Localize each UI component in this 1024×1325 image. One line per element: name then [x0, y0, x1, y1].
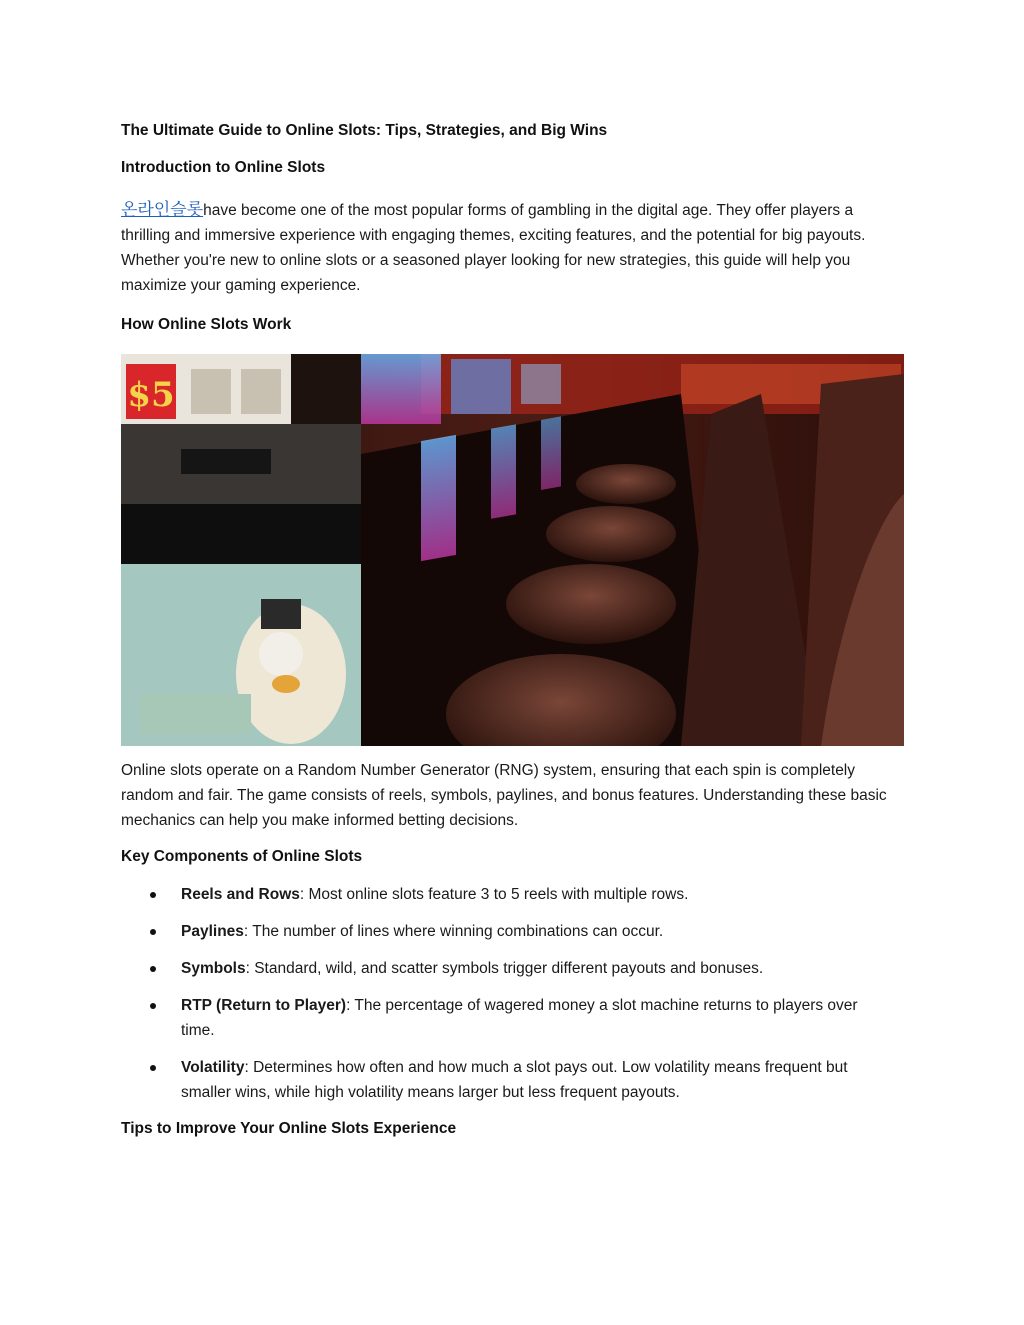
intro-text: have become one of the most popular forms of gambling in the digital age. They offer players a thrilling and immersive experience with engaging themes, exciting features, and the potential for big payouts. Whether you're new to online slots or a seasoned player looking for new strategies, this guide will help you maximize your gaming experience.	[121, 202, 866, 294]
key-components-heading: Key Components of Online Slots	[121, 848, 363, 865]
list-item: Reels and Rows: Most online slots feature 3 to 5 reels with multiple rows.	[121, 882, 881, 907]
intro-heading: Introduction to Online Slots	[121, 159, 326, 176]
list-item: Paylines: The number of lines where winning combinations can occur.	[121, 919, 881, 944]
intro-paragraph	[121, 197, 904, 298]
document-title: The Ultimate Guide to Online Slots: Tips, Strategies, and Big Wins	[121, 122, 608, 139]
five-dollar-sign: $5	[127, 375, 175, 415]
tips-heading: Tips to Improve Your Online Slots Experience	[121, 1120, 457, 1137]
bullet-icon	[150, 1065, 156, 1071]
bullet-icon	[150, 892, 156, 898]
list-item: Symbols: Standard, wild, and scatter symbols trigger different payouts and bonuses.	[121, 956, 881, 981]
bullet-icon	[150, 1003, 156, 1009]
online-slots-link[interactable]: 온라인슬롯	[121, 200, 204, 219]
how-paragraph: Online slots operate on a Random Number Generator (RNG) system, ensuring that each spin is completely random and fair. The game consists of reels, symbols, paylines, and bonus features. Understanding these basic mechanics can help you make informed betting decisions.	[121, 762, 887, 829]
components-list	[121, 882, 904, 1117]
bullet-icon	[150, 966, 156, 972]
bullet-icon	[150, 929, 156, 935]
list-item: Volatility: Determines how often and how much a slot pays out. Low volatility means frequent but smaller wins, while high volatility means larger but less frequent payouts.	[121, 1055, 881, 1105]
list-item: RTP (Return to Player): The percentage of wagered money a slot machine returns to players over time.	[121, 993, 881, 1043]
how-heading: How Online Slots Work	[121, 316, 292, 333]
casino-slot-machines-photo	[121, 354, 904, 746]
